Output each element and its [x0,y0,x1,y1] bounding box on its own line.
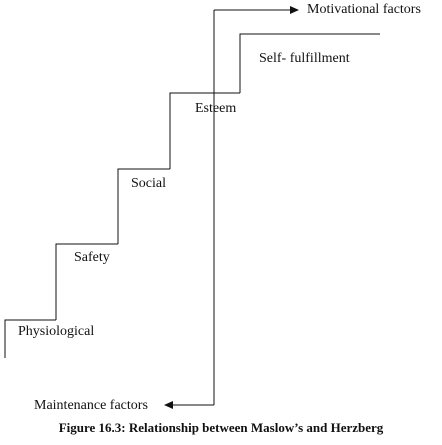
social-label: Social [131,176,166,191]
motivational-factors-label: Motivational factors [307,2,421,17]
esteem-label: Esteem [195,101,237,116]
physiological-label: Physiological [18,324,95,339]
maintenance-factors-label: Maintenance factors [34,398,148,413]
maintenance-arrow-head [164,401,173,409]
safety-label: Safety [74,250,110,265]
motivational-arrow-head [290,6,299,14]
figure-caption: Figure 16.3: Relationship between Maslow’s and Herzberg [58,420,384,435]
self-fulfillment-label: Self- fulfillment [259,51,350,66]
